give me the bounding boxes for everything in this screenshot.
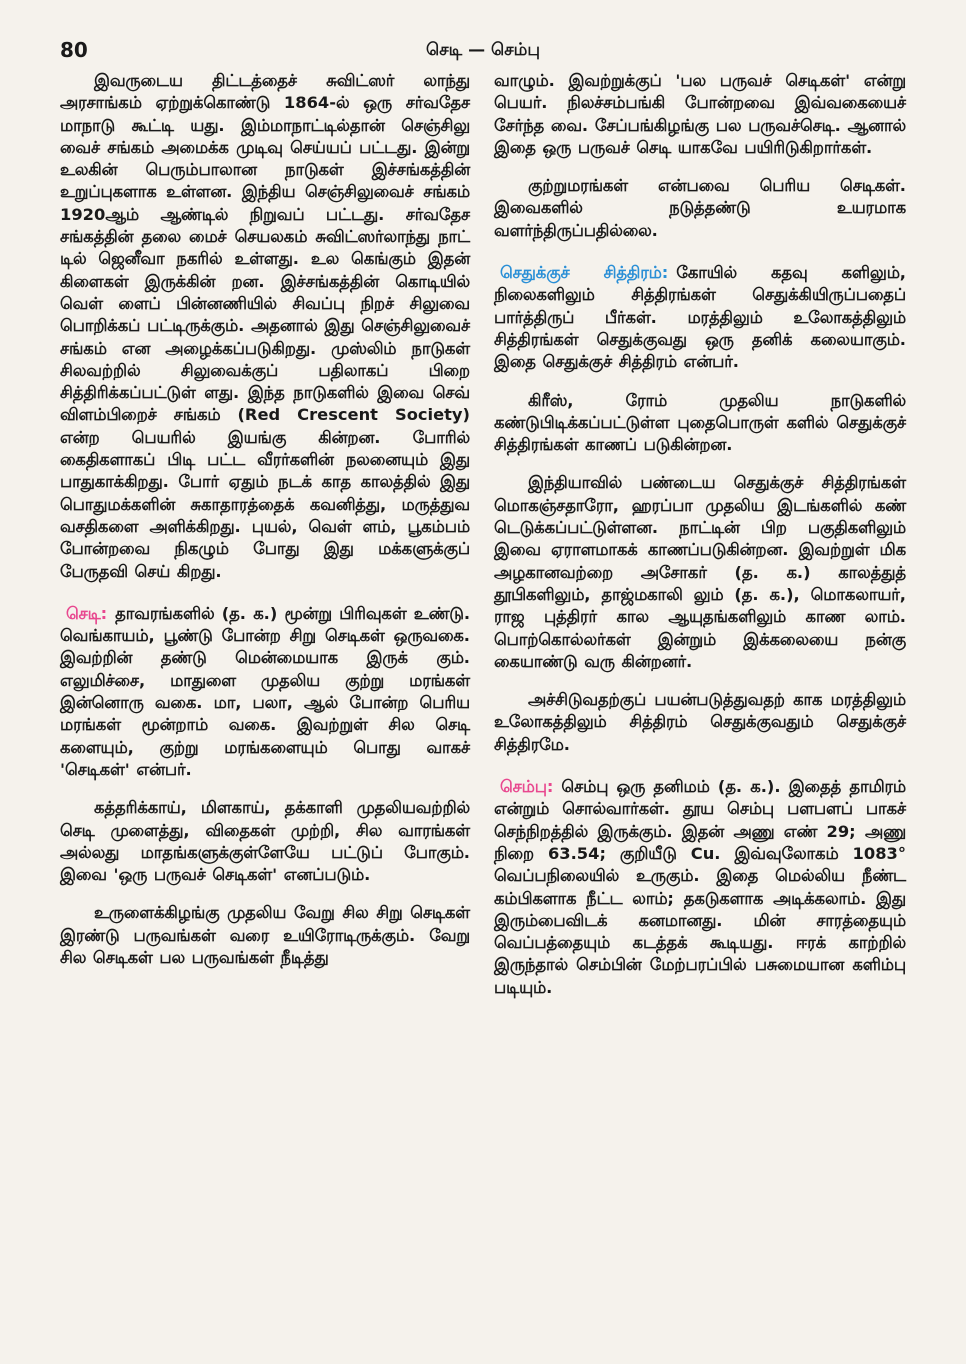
entry-sethukku-text: கோயில் கதவு களிலும், நிலைகளிலும் சித்திரங்கள் செதுக்கியிருப்பதைப் பார்த்திருப் பீர்கள். மரத்திலும் உலோகத்திலும் சித்திரங்கள் செதுக்குவது ஒரு தனிக் கலையாகும். இதை செதுக்குச் சித்திரம் என்பர். bbox=[494, 263, 906, 372]
paragraph-biennials: உருளைக்கிழங்கு முதலிய வேறு சில சிறு செடிகள் இரண்டு பருவங்கள் வரை உயிரோடிருக்கும். வேறு சில செடிகள் பல பருவங்கள் நீடித்து bbox=[60, 903, 470, 967]
right-column bbox=[494, 70, 906, 1015]
entry-sembu bbox=[494, 776, 906, 999]
paragraph-greece-rome: கிரீஸ், ரோம் முதலிய நாடுகளில் கண்டுபிடிக்கப்பட்டுள்ள புதைபொருள் களில் செதுக்குச் சித்திரங்கள் காணப் படுகின்றன. bbox=[494, 390, 906, 455]
entry-sedi bbox=[60, 603, 470, 781]
headword-sethukku-chithiram: செதுக்குச் சித்திரம்: bbox=[500, 263, 669, 283]
left-column bbox=[60, 70, 470, 985]
headword-sedi: செடி: bbox=[66, 603, 108, 623]
paragraph-india-carvings: இந்தியாவில் பண்டைய செதுக்குச் சித்திரங்கள் மொகஞ்சதாரோ, ஹரப்பா முதலிய இடங்களில் கண் டெடுக்கப்பட்டுள்ளன. நாட்டின் பிற பகுதிகளிலும் இவை ஏராளமாகக் காணப்படுகின்றன. இவற்றுள் மிக அழகானவற்றை அசோகர் (த. க.) காலத்துத் தூபிகளிலும், தாஜ்மகாலி லும் (த. க.), மொகலாயர், ராஜ புத்திரர் கால ஆயுதங்களிலும் காண லாம். பொற்கொல்லர்கள் இன்றும் இக்கலையை நன்கு கையாண்டு வரு கின்றனர். bbox=[494, 473, 906, 671]
paragraph-shrubs: குற்றுமரங்கள் என்பவை பெரிய செடிகள். இவைகளில் நடுத்தண்டு உயரமாக வளர்ந்திருப்பதில்லை. bbox=[494, 176, 906, 240]
page-number: 80 bbox=[60, 38, 88, 62]
paragraph-printing-carvings: அச்சிடுவதற்குப் பயன்படுத்துவதற் காக மரத்திலும் உலோகத்திலும் சித்திரம் செதுக்குவதும் செதுக்குச் சித்திரமே. bbox=[494, 690, 906, 754]
paragraph-perennials: வாழும். இவற்றுக்குப் 'பல பருவச் செடிகள்' என்று பெயர். நிலச்சம்பங்கி போன்றவை இவ்வகையைச் சேர்ந்த வை. சேப்பங்கிழங்கு பல பருவச்செடி. ஆனால் இதை ஒரு பருவச் செடி யாகவே பயிரிடுகிறார்கள். bbox=[494, 71, 906, 157]
running-head: செடி — செம்பு bbox=[426, 40, 540, 60]
page-header bbox=[60, 38, 906, 72]
paragraph-annuals: கத்தரிக்காய், மிளகாய், தக்காளி முதலியவற்றில் செடி முளைத்து, விதைகள் முற்றி, சில வாரங்கள் அல்லது மாதங்களுக்குள்ளேயே பட்டுப் போகும். இவை 'ஒரு பருவச் செடிகள்' எனப்படும். bbox=[60, 798, 470, 885]
headword-sembu: செம்பு: bbox=[500, 777, 554, 797]
paragraph-red-cross: இவருடைய திட்டத்தைச் சுவிட்ஸர் லாந்து அரசாங்கம் ஏற்றுக்கொண்டு 1864-ல் ஒரு சர்வதேச மாநாடு கூட்டி யது. இம்மாநாட்டில்தான் செஞ்சிலு வைச் சங்கம் அமைக்க முடிவு செய்யப் பட்டது. இன்று உலகின் பெரும்பாலான நாடுகள் இச்சங்கத்தின் உறுப்புகளாக உள்ளன. இந்திய செஞ்சிலுவைச் சங்கம் 1920ஆம் ஆண்டில் நிறுவப் பட்டது. சர்வதேச சங்கத்தின் தலை மைச் செயலகம் சுவிட்ஸர்லாந்து நாட் டில் ஜெனீவா நகரில் உள்ளது. உல கெங்கும் இதன் கிளைகள் இருக்கின் றன. இச்சங்கத்தின் கொடியில் வெள் ளைப் பின்னணியில் சிவப்பு நிறச் சிலுவை பொறிக்கப் பட்டிருக்கும். அதனால் இது செஞ்சிலுவைச் சங்கம் என அழைக்கப்படுகிறது. முஸ்லிம் நாடுகள் சிலவற்றில் சிலுவைக்குப் பதிலாகப் பிறை சித்திரிக்கப்பட்டுள் ளது. இந்த நாடுகளில் இவை செவ் விளம்பிறைச் சங்கம் (Red Crescent Society) என்ற பெயரில் இயங்கு கின்றன. போரில் கைதிகளாகப் பிடி பட்ட வீரர்களின் நலனையும் இது பாதுகாக்கிறது. போர் ஏதும் நடக் காத காலத்தில் இது பொதுமக்களின் சுகாதாரத்தைக் கவனித்து, மருத்துவ வசதிகளை அளிக்கிறது. புயல், வெள் ளம், பூகம்பம் போன்றவை நிகழும் போது இது மக்களுக்குப் பேருதவி செய் கிறது. bbox=[60, 71, 470, 581]
entry-sethukku-chithiram bbox=[494, 262, 906, 373]
entry-sembu-text: செம்பு ஒரு தனிமம் (த. க.). இதைத் தாமிரம் என்றும் சொல்வார்கள். தூய செம்பு பளபளப் பாகச் செந்நிறத்தில் இருக்கும். இதன் அணு எண் 29; அணு நிறை 63.54; குறியீடு Cu. இவ்வுலோகம் 1083° வெப்பநிலையில் உருகும். இதை மெல்லிய நீண்ட கம்பிகளாக நீட்ட லாம்; தகடுகளாக அடிக்கலாம். இது இரும்பைவிடக் கனமானது. மின் சாரத்தையும் வெப்பத்தையும் கடத்தக் கூடியது. ஈரக் காற்றில் இருந்தால் செம்பின் மேற்பரப்பில் பசுமையான களிம்பு படியும். bbox=[494, 777, 906, 997]
entry-sedi-text: தாவரங்களில் (த. க.) மூன்று பிரிவுகள் உண்டு. வெங்காயம், பூண்டு போன்ற சிறு செடிகள் ஒருவகை. இவற்றின் தண்டு மென்மையாக இருக் கும். எலுமிச்சை, மாதுளை முதலிய குற்று மரங்கள் இன்னொரு வகை. மா, பலா, ஆல் போன்ற பெரிய மரங்கள் மூன்றாம் வகை. இவற்றுள் சில செடி களையும், குற்று மரங்களையும் பொது வாகச் 'செடிகள்' என்பர். bbox=[60, 603, 470, 779]
